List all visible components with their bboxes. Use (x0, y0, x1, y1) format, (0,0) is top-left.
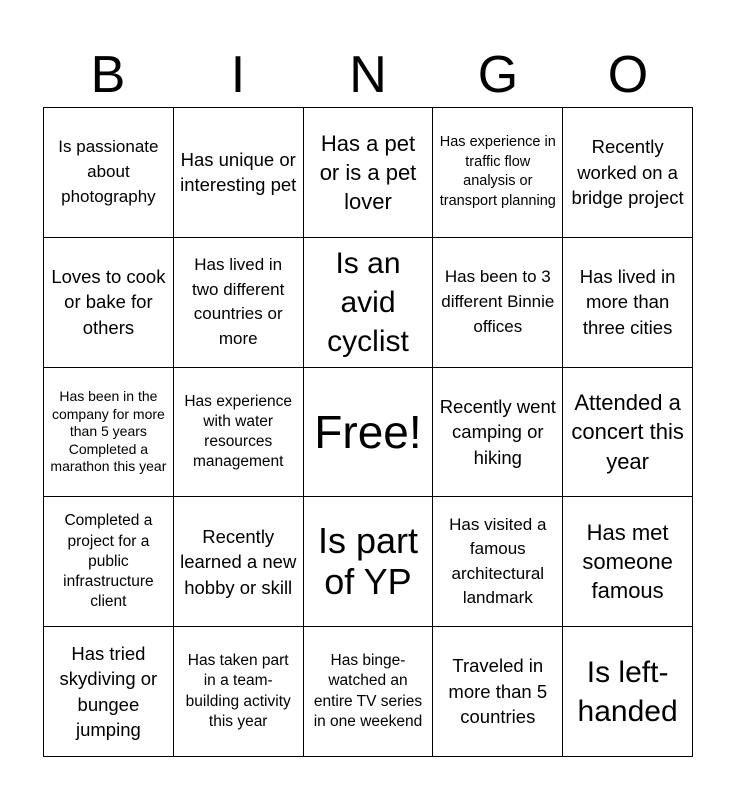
bingo-cell-r3c1[interactable] (44, 368, 174, 498)
bingo-cell-r1c4[interactable] (433, 108, 563, 238)
bingo-cell-r5c2[interactable] (174, 627, 304, 757)
header-letter-n: N (349, 46, 387, 104)
bingo-cell-r5c4[interactable] (433, 627, 563, 757)
bingo-cell-text: Has been in the company for more than 5 years Completed a marathon this year (50, 388, 167, 475)
bingo-cell-r2c1[interactable] (44, 238, 174, 368)
bingo-cell-r4c4[interactable] (433, 497, 563, 627)
bingo-cell-r1c1[interactable] (44, 108, 174, 238)
bingo-cell-text: Completed a project for a public infrastructure client (63, 512, 154, 610)
bingo-cell-free[interactable] (304, 368, 434, 498)
bingo-cell-text: Is passionate about photography (58, 137, 159, 206)
bingo-cell-text: Recently worked on a bridge project (571, 136, 684, 209)
bingo-cell-r3c2[interactable] (174, 368, 304, 498)
bingo-cell-text: Has experience with water resources management (184, 392, 293, 471)
bingo-cell-text: Is part of YP (317, 520, 419, 602)
bingo-cell-text: Has taken part in a team-building activity this year (185, 652, 291, 730)
bingo-cell-r2c5[interactable] (563, 238, 693, 368)
bingo-cell-r2c3[interactable] (304, 238, 434, 368)
bingo-cell-text: Has lived in two different countries or more (192, 254, 285, 348)
bingo-grid (43, 107, 693, 757)
bingo-cell-text: Is an avid cyclist (327, 246, 409, 358)
bingo-cell-r1c3[interactable] (304, 108, 434, 238)
bingo-cell-text: Attended a concert this year (571, 390, 684, 474)
bingo-cell-r5c1[interactable] (44, 627, 174, 757)
header-letter-o: O (607, 46, 649, 104)
bingo-cell-r1c2[interactable] (174, 108, 304, 238)
bingo-cell-text: Has unique or interesting pet (180, 148, 297, 196)
bingo-cell-r1c5[interactable] (563, 108, 693, 238)
bingo-cell-text: Has tried skydiving or bungee jumping (59, 642, 158, 741)
bingo-cell-r3c5[interactable] (563, 368, 693, 498)
bingo-cell-r4c3[interactable] (304, 497, 434, 627)
bingo-cell-text: Loves to cook or bake for others (51, 265, 166, 338)
bingo-cell-r5c5[interactable] (563, 627, 693, 757)
bingo-cell-text: Has been to 3 different Binnie offices (441, 267, 555, 336)
bingo-cell-r2c4[interactable] (433, 238, 563, 368)
bingo-cell-text: Recently learned a new hobby or skill (180, 525, 297, 598)
bingo-cell-r4c1[interactable] (44, 497, 174, 627)
free-space-text: Free! (314, 405, 422, 458)
bingo-cell-text: Has met someone famous (582, 520, 673, 604)
header-letter-b: B (90, 46, 126, 104)
bingo-cell-text: Has lived in more than three cities (579, 265, 676, 338)
bingo-cell-r4c2[interactable] (174, 497, 304, 627)
bingo-cell-text: Traveled in more than 5 countries (448, 655, 548, 728)
bingo-cell-text: Has a pet or is a pet lover (319, 130, 417, 214)
bingo-header (43, 44, 693, 106)
bingo-cell-r3c4[interactable] (433, 368, 563, 498)
bingo-cell-r4c5[interactable] (563, 497, 693, 627)
bingo-cell-r2c2[interactable] (174, 238, 304, 368)
header-letter-i: I (230, 46, 246, 104)
bingo-cell-r5c3[interactable] (304, 627, 434, 757)
bingo-cell-text: Has visited a famous architectural landmark (449, 514, 547, 608)
bingo-cell-text: Is left-handed (577, 655, 678, 728)
header-letter-g: G (477, 46, 519, 104)
bingo-cell-text: Has experience in traffic flow analysis or transport planning (439, 134, 556, 209)
bingo-cell-text: Recently went camping or hiking (439, 395, 556, 468)
bingo-cell-text: Has binge-watched an entire TV series in one weekend (313, 652, 423, 730)
